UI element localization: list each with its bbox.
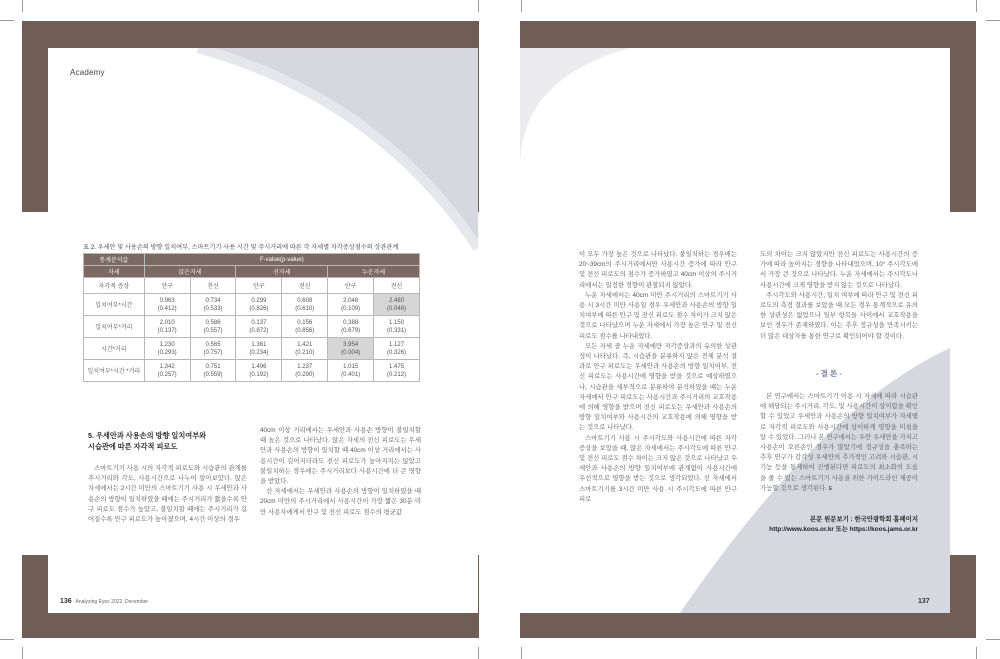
- p-value: (0.533): [203, 305, 223, 312]
- p-value: (0.192): [249, 371, 269, 378]
- stats-table: [83, 253, 420, 382]
- table-cell: [282, 360, 328, 382]
- table-row: [84, 338, 420, 360]
- section-title: [88, 430, 258, 452]
- journal-title: Analyzing Eyes 2022. December: [75, 599, 149, 605]
- f-value: 0.156: [297, 319, 313, 326]
- crop-mark: [976, 0, 977, 12]
- right-conclusion-text: [760, 392, 918, 494]
- f-value: 1.421: [297, 341, 313, 348]
- end-mark: E: [828, 485, 833, 492]
- p-value: (0.826): [249, 305, 269, 312]
- table-cell: [190, 360, 236, 382]
- row-label: 일치여부*시간 *거리: [84, 360, 145, 382]
- table-subheader: 안구: [144, 278, 190, 294]
- f-value: 1.230: [159, 341, 175, 348]
- page-number: 137: [918, 598, 930, 605]
- f-value: 0.565: [205, 341, 221, 348]
- page-number: 136: [60, 598, 72, 605]
- paragraph: 이 모두 가장 높은 것으로 나타났다. 불일치하는 경우에는 20~39cm의 주시거리에서만 사용시간 증가에 따라 안구 및 전신 피로도의 점수가 증가하였고 40cm 이상의 주시거리에서는 일정한 경향이 관찰되지 않았다.: [579, 251, 737, 289]
- p-value: (0.679): [341, 327, 361, 334]
- table-cell: [328, 338, 374, 360]
- f-value: 1.496: [251, 363, 267, 370]
- table-cell: [190, 338, 236, 360]
- section-title-line2: 시습관에 따른 자각적 피로도: [88, 442, 178, 451]
- paragraph: 도의 차이는 크지 않았지만 전신 피로도는 사용시간의 증가에 따라 높아지는 경향을 나타내었으며, 10° 주시각도에서 가장 큰 것으로 나타났다. 누운 자세에서는 주시각도나 사용시간에 크게 영향을 받지 않는 것으로 나타났다.: [760, 251, 918, 289]
- p-value: (0.290): [295, 371, 315, 378]
- table-cell: [144, 294, 190, 316]
- p-value: (0.326): [387, 349, 407, 356]
- section-header-label: Academy: [70, 68, 105, 77]
- f-value: 2.010: [159, 319, 175, 326]
- source-note: [740, 515, 918, 535]
- f-value: 1.127: [389, 341, 405, 348]
- f-value: 0.388: [343, 319, 359, 326]
- p-value: (0.212): [387, 371, 407, 378]
- f-value: 0.751: [205, 363, 221, 370]
- source-link[interactable]: http://www.koos.or.kr 또는 https://koos.jams.or.kr: [769, 526, 918, 533]
- f-value: 0.734: [205, 297, 221, 304]
- f-value: 0.608: [297, 297, 313, 304]
- f-value: 3.954: [343, 341, 359, 348]
- crop-mark: [521, 0, 522, 12]
- section-title-line1: 5. 우세안과 사용손의 방향 일치여부와: [88, 431, 207, 440]
- p-value: (0.856): [295, 327, 315, 334]
- paragraph: 누운 자세에서는 40cm 미만 주시거리의 스마트기기 사용 시 3시간 미만 사용일 경우 우세안과 사용손의 방향 일치여부에 따른 안구 및 전신 피로도 점수 차이가 크지 않은 것으로 나타났으며 누운 자세에서 가장 높은 안구 및 전신 피로도 점수를 나타내었다.: [579, 291, 737, 340]
- table-subheader: 전신: [282, 278, 328, 294]
- table-cell: [374, 360, 420, 382]
- f-value: 0.586: [205, 319, 221, 326]
- right-folio: [918, 598, 930, 605]
- table-cell: [282, 316, 328, 338]
- table-cell: [236, 338, 282, 360]
- table-cell: [328, 316, 374, 338]
- f-value: 0.299: [251, 297, 267, 304]
- source-line1: 본문 원문보기 : 한국안광학회 홈페이지: [809, 516, 918, 523]
- table-subheader: 안구: [328, 278, 374, 294]
- table-header-posture-sitting: 앉은자세: [144, 266, 236, 278]
- conclusion-heading: - 결 론 -: [816, 369, 842, 378]
- p-value: (0.412): [157, 305, 177, 312]
- table-header-stat: 통계분석값: [84, 254, 145, 266]
- row-label: 일치여부*시간: [84, 294, 145, 316]
- f-value: 1.015: [343, 363, 359, 370]
- crop-mark: [0, 639, 14, 640]
- table-header-fvalue: F-value(p-value): [144, 254, 419, 266]
- table-header-symptom: 자각적 증상: [84, 278, 145, 294]
- f-value: 1.342: [159, 363, 175, 370]
- table-cell: [282, 338, 328, 360]
- table-header-posture: 자세: [84, 266, 145, 278]
- table-cell: [190, 316, 236, 338]
- f-value: 0.137: [251, 319, 267, 326]
- table-cell: [282, 294, 328, 316]
- table-caption: 표 2. 우세안 및 사용손의 방향 일치여부, 스마트기기 사용 시간 및 주시거리에 따른 각 자세별 자각증상점수의 상관관계: [83, 244, 399, 251]
- crop-mark: [22, 0, 23, 12]
- p-value: (0.557): [203, 327, 223, 334]
- left-col1-text: [88, 464, 247, 525]
- paragraph: 주시각도와 사용시간, 일치 여부에 따라 안구 및 전신 피로도의 측정 결과를 보았을 때 모든 경우 통계적으로 유의한 상관성은 없었으나 일부 항목들 사이에서 교호작용을 보인 경우가 존재하였다. 이는 추후 정규성을 만족시키는 더 많은 대상자를 통한 연구로 확인되어야 할 것이다.: [760, 291, 918, 340]
- paragraph: 선 자세에서는 우세안과 사용손의 방향이 일치하였을 때 20cm 미만의 주시거리에서 사용시간이 가장 짧은 30분 미만 사용자에게서 안구 및 전신 피로도 점수의 평균값: [260, 488, 421, 516]
- table-row: [84, 360, 420, 382]
- f-value: 1.237: [297, 363, 313, 370]
- table-cell: [190, 294, 236, 316]
- p-value: (0.293): [157, 349, 177, 356]
- conclusion-text: 본 연구에서는 스마트기기 이용 시 자세에 따라 시습관에 해당되는 주시거리, 각도, 및 사용시간이 상이함을 확인할 수 있었고 우세안과 사용손의 방향 일치여부가 자세별로 자각적 피로도와 사용시간에 상이하게 영향을 미침을 알 수 있었다. 그러나 본 연구에서는 우안 우세안을 가지고 사용손이 오른손인 경우가 많았기에 정규성을 충족하는 추후 연구가 감각성 우세안의 추가적인 고려와 시습관, 시기능 등을 통제하여 진행된다면 피로도의 최소화의 도움을 줄 수 있는 스마트기기 사용을 위한 가이드라인 제공이 가능할 것으로 생각된다.: [760, 393, 918, 492]
- p-value: (0.210): [295, 349, 315, 356]
- table-subheader: 전신: [190, 278, 236, 294]
- table-cell: [374, 338, 420, 360]
- table-row: [84, 316, 420, 338]
- crop-mark: [986, 20, 1000, 21]
- p-value: (0.610): [295, 305, 315, 312]
- crop-mark: [478, 647, 479, 659]
- table-subheader: 안구: [236, 278, 282, 294]
- table-cell: [374, 316, 420, 338]
- table-cell: [328, 294, 374, 316]
- p-value: (0.004): [341, 349, 361, 356]
- f-value: 0.963: [159, 297, 175, 304]
- p-value: (0.331): [387, 327, 407, 334]
- paragraph: 모든 자세 중 누운 자세에만 자각증상과의 유의한 상관성이 나타났다. 즉, 시습관을 분류하지 않은 전체 분석 결과로 안구 피로도는 우세안과 사용손의 방향 일치여부, 전신 피로도는 사용시간에 영향을 받을 것으로 예상하였으나, 시습관을 세부적으로 분류하여 분석하였을 때는 누운 자세에서 안구 피로도는 사용시간과 주시거리의 교호작용에 의해 영향을 받으며 전신 피로도는 우세안과 사용손의 방향 일치여부와 사용시간의 교호작용에 의해 영향을 받는 것으로 나타났다.: [579, 342, 737, 432]
- left-folio: [60, 598, 148, 605]
- table-header-posture-standing: 선자세: [236, 266, 328, 278]
- table-cell: [236, 360, 282, 382]
- crop-mark: [521, 647, 522, 659]
- paragraph: [760, 392, 918, 494]
- table-cell: [236, 294, 282, 316]
- right-col2-text: [760, 250, 918, 342]
- crop-mark: [986, 639, 1000, 640]
- crop-mark: [0, 20, 14, 21]
- left-col2-text: [260, 426, 421, 518]
- f-value: 2.048: [343, 297, 359, 304]
- f-value: 2.480: [389, 297, 405, 304]
- right-col1-text: [579, 250, 737, 505]
- paragraph: 스마트기기 사용 시의 자각적 피로도와 시습관의 관계를 주시거리와 각도, 사용시간으로 나누어 알아보았다. 앉은 자세에서는 2시간 미만의 스마트기기 사용 시 우세안과 사용손의 방향이 일치하였을 때에는 주시거리가 짧을수록 안구 피로도 점수가 높았고, 불일치할 때에는 주시거리가 길어질수록 안구 피로도가 높아졌으며, 4시간 이상의 경우: [88, 465, 247, 524]
- crop-mark: [976, 647, 977, 659]
- p-value: (0.046): [387, 305, 407, 312]
- p-value: (0.234): [249, 349, 269, 356]
- row-label: 시간*거리: [84, 338, 145, 360]
- table-cell: [236, 316, 282, 338]
- table-subheader: 전신: [374, 278, 420, 294]
- table-cell: [144, 338, 190, 360]
- p-value: (0.109): [341, 305, 361, 312]
- f-value: 1.361: [251, 341, 267, 348]
- p-value: (0.257): [157, 371, 177, 378]
- table-header-posture-lying: 누운자세: [328, 266, 420, 278]
- f-value: 1.150: [389, 319, 405, 326]
- table-row: [84, 294, 420, 316]
- paragraph: 40cm 이상 거리에서는 우세안과 사용손 방향이 불일치할 때 높은 것으로 나타났다. 앉은 자세의 전신 피로도는 우세안과 사용손의 방향이 일치할 때 40cm 이상 거리에서는 사용시간이 길어지더라도 전신 피로도가 높아지지는 않았고 불일치하는 경우에는 주시거리보다 사용시간에 더 큰 영향을 받았다.: [260, 427, 421, 486]
- crop-mark: [478, 0, 479, 12]
- p-value: (0.137): [157, 327, 177, 334]
- p-value: (0.872): [249, 327, 269, 334]
- table-cell: [374, 294, 420, 316]
- row-label: 일치여부*거리: [84, 316, 145, 338]
- p-value: (0.559): [203, 371, 223, 378]
- p-value: (0.401): [341, 371, 361, 378]
- p-value: (0.757): [203, 349, 223, 356]
- table-cell: [328, 360, 374, 382]
- f-value: 1.475: [389, 363, 405, 370]
- table-cell: [144, 360, 190, 382]
- table-cell: [144, 316, 190, 338]
- crop-mark: [22, 647, 23, 659]
- paragraph: 스마트기기 사용 시 주시각도와 사용시간에 따른 자각증상을 보았을 때, 앉은 자세에서는 주시각도에 따른 안구 및 전신 피로도 점수 차이는 크지 않은 것으로 나타났고 우세안과 사용손의 방향 일치여부에 관계없이 사용시간에 우선적으로 영향을 받는 것으로 생각되었다. 선 자세에서 스마트기기를 3시간 미만 사용 시 주시각도에 따른 안구 피로: [579, 434, 737, 503]
